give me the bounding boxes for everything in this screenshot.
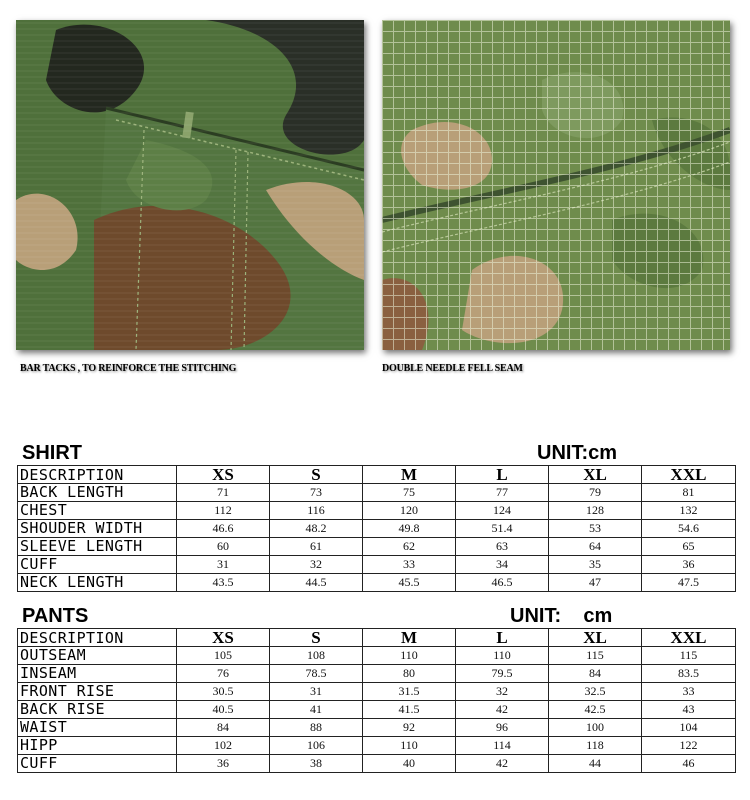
- cell-value: 47: [549, 574, 642, 592]
- cell-value: 41: [270, 701, 363, 719]
- cell-value: 33: [363, 556, 456, 574]
- cell-value: 88: [270, 719, 363, 737]
- table-row: [18, 538, 736, 556]
- cell-value: 46: [642, 755, 736, 773]
- cell-value: 118: [549, 737, 642, 755]
- shirt-size-table: [17, 465, 736, 592]
- cell-value: 110: [363, 647, 456, 665]
- cell-value: 46.6: [177, 520, 270, 538]
- cell-value: 36: [177, 755, 270, 773]
- cell-value: 76: [177, 665, 270, 683]
- row-label: WAIST: [18, 719, 177, 737]
- cell-value: 96: [456, 719, 549, 737]
- cell-value: 77: [456, 484, 549, 502]
- cell-value: 65: [642, 538, 736, 556]
- camo-fabric-fell-seam-image: [382, 20, 730, 350]
- cell-value: 100: [549, 719, 642, 737]
- cell-value: 53: [549, 520, 642, 538]
- cell-value: 128: [549, 502, 642, 520]
- cell-value: 51.4: [456, 520, 549, 538]
- cell-value: 38: [270, 755, 363, 773]
- pants-size-table: [17, 628, 736, 773]
- cell-value: 33: [642, 683, 736, 701]
- pants-unit-label: UNIT: cm: [510, 605, 613, 627]
- cell-value: 112: [177, 502, 270, 520]
- cell-value: 122: [642, 737, 736, 755]
- cell-value: 64: [549, 538, 642, 556]
- table-row: [18, 484, 736, 502]
- cell-value: 114: [456, 737, 549, 755]
- cell-value: 92: [363, 719, 456, 737]
- cell-value: 108: [270, 647, 363, 665]
- cell-value: 61: [270, 538, 363, 556]
- table-row: [18, 755, 736, 773]
- cell-value: 75: [363, 484, 456, 502]
- cell-value: 115: [549, 647, 642, 665]
- table-row: [18, 647, 736, 665]
- row-label: CUFF: [18, 755, 177, 773]
- header-description: DESCRIPTION: [18, 466, 177, 484]
- cell-value: 44.5: [270, 574, 363, 592]
- cell-value: 115: [642, 647, 736, 665]
- cell-value: 110: [456, 647, 549, 665]
- header-size-s: S: [270, 466, 363, 484]
- row-label: NECK LENGTH: [18, 574, 177, 592]
- camo-fabric-bar-tacks-image: [16, 20, 364, 350]
- row-label: INSEAM: [18, 665, 177, 683]
- cell-value: 120: [363, 502, 456, 520]
- cell-value: 42: [456, 701, 549, 719]
- cell-value: 83.5: [642, 665, 736, 683]
- header-size-xs: XS: [177, 629, 270, 647]
- row-label: BACK LENGTH: [18, 484, 177, 502]
- cell-value: 79.5: [456, 665, 549, 683]
- cell-value: 116: [270, 502, 363, 520]
- bar-tacks-caption: BAR TACKS , TO REINFORCE THE STITCHING: [20, 363, 237, 374]
- cell-value: 79: [549, 484, 642, 502]
- header-size-xxl: XXL: [642, 466, 736, 484]
- cell-value: 54.6: [642, 520, 736, 538]
- header-size-xl: XL: [549, 629, 642, 647]
- shirt-section-title: SHIRT: [22, 442, 82, 464]
- cell-value: 124: [456, 502, 549, 520]
- cell-value: 80: [363, 665, 456, 683]
- cell-value: 32: [456, 683, 549, 701]
- row-label: SLEEVE LENGTH: [18, 538, 177, 556]
- cell-value: 78.5: [270, 665, 363, 683]
- cell-value: 34: [456, 556, 549, 574]
- cell-value: 84: [549, 665, 642, 683]
- fell-seam-caption: DOUBLE NEEDLE FELL SEAM: [382, 363, 523, 374]
- cell-value: 71: [177, 484, 270, 502]
- cell-value: 81: [642, 484, 736, 502]
- cell-value: 31: [177, 556, 270, 574]
- cell-value: 132: [642, 502, 736, 520]
- row-label: CHEST: [18, 502, 177, 520]
- cell-value: 102: [177, 737, 270, 755]
- cell-value: 40.5: [177, 701, 270, 719]
- cell-value: 42.5: [549, 701, 642, 719]
- header-size-m: M: [363, 466, 456, 484]
- table-row: [18, 556, 736, 574]
- table-row: [18, 665, 736, 683]
- cell-value: 43.5: [177, 574, 270, 592]
- cell-value: 60: [177, 538, 270, 556]
- cell-value: 44: [549, 755, 642, 773]
- table-header-row: [18, 629, 736, 647]
- row-label: FRONT RISE: [18, 683, 177, 701]
- header-size-l: L: [456, 629, 549, 647]
- cell-value: 42: [456, 755, 549, 773]
- cell-value: 32: [270, 556, 363, 574]
- cell-value: 41.5: [363, 701, 456, 719]
- cell-value: 40: [363, 755, 456, 773]
- table-row: [18, 502, 736, 520]
- shirt-unit-label: UNIT:cm: [537, 442, 618, 464]
- table-header-row: [18, 466, 736, 484]
- cell-value: 35: [549, 556, 642, 574]
- fell-seam-detail-photo: [382, 20, 730, 350]
- table-row: [18, 719, 736, 737]
- cell-value: 73: [270, 484, 363, 502]
- cell-value: 43: [642, 701, 736, 719]
- pants-section-title: PANTS: [22, 605, 89, 627]
- cell-value: 45.5: [363, 574, 456, 592]
- table-row: [18, 683, 736, 701]
- cell-value: 104: [642, 719, 736, 737]
- cell-value: 31: [270, 683, 363, 701]
- cell-value: 84: [177, 719, 270, 737]
- cell-value: 63: [456, 538, 549, 556]
- cell-value: 31.5: [363, 683, 456, 701]
- header-size-l: L: [456, 466, 549, 484]
- cell-value: 46.5: [456, 574, 549, 592]
- bar-tack-detail-photo: [16, 20, 364, 350]
- table-row: [18, 701, 736, 719]
- header-size-s: S: [270, 629, 363, 647]
- header-size-m: M: [363, 629, 456, 647]
- header-size-xs: XS: [177, 466, 270, 484]
- cell-value: 62: [363, 538, 456, 556]
- row-label: OUTSEAM: [18, 647, 177, 665]
- cell-value: 49.8: [363, 520, 456, 538]
- table-row: [18, 520, 736, 538]
- row-label: CUFF: [18, 556, 177, 574]
- cell-value: 105: [177, 647, 270, 665]
- cell-value: 48.2: [270, 520, 363, 538]
- cell-value: 47.5: [642, 574, 736, 592]
- header-size-xl: XL: [549, 466, 642, 484]
- row-label: HIPP: [18, 737, 177, 755]
- table-row: [18, 737, 736, 755]
- cell-value: 32.5: [549, 683, 642, 701]
- cell-value: 36: [642, 556, 736, 574]
- row-label: SHOUDER WIDTH: [18, 520, 177, 538]
- table-row: [18, 574, 736, 592]
- cell-value: 110: [363, 737, 456, 755]
- cell-value: 106: [270, 737, 363, 755]
- header-description: DESCRIPTION: [18, 629, 177, 647]
- header-size-xxl: XXL: [642, 629, 736, 647]
- cell-value: 30.5: [177, 683, 270, 701]
- row-label: BACK RISE: [18, 701, 177, 719]
